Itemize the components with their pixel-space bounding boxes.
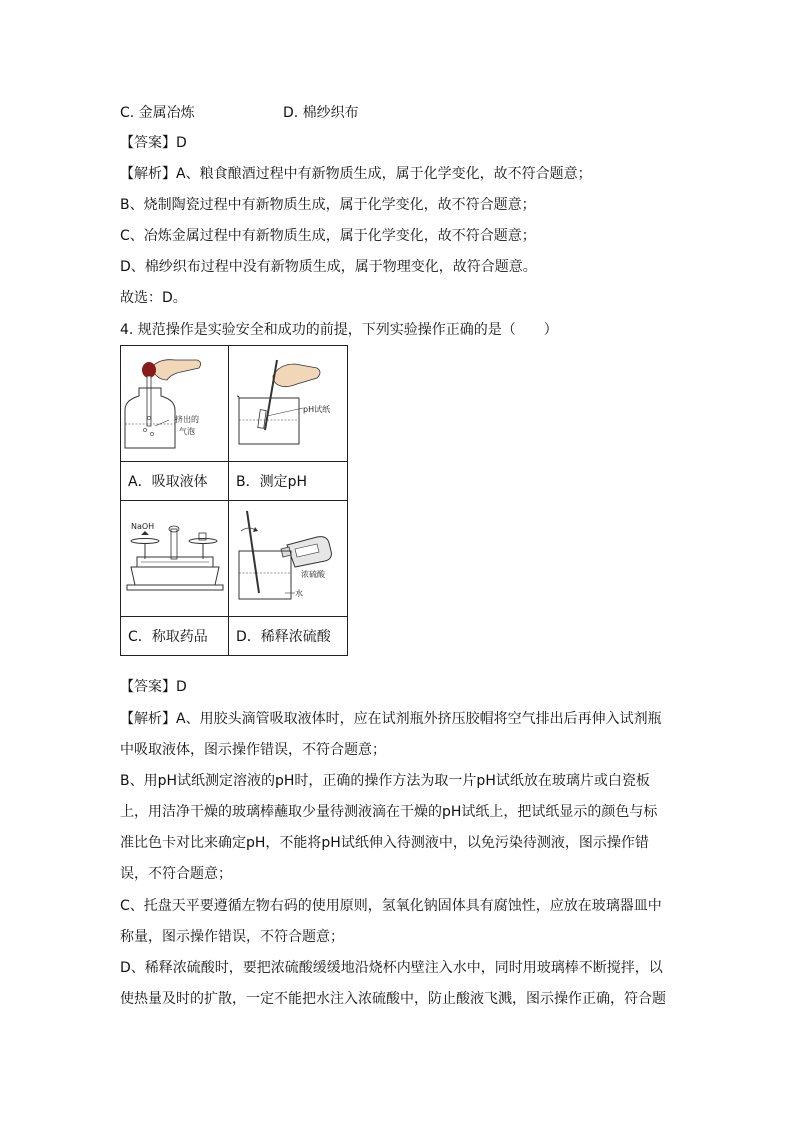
label-bubbles: 挤出的 (175, 415, 199, 424)
q4-answer: 【答案】D (120, 679, 187, 695)
figure-d-dilution (229, 501, 348, 617)
q4-analysis-line: 上，用洁净干燥的玻璃棒蘸取少量待测液滴在干燥的pH试纸上，把试纸显示的颜色与标 (120, 804, 658, 820)
q4-analysis-line: 称量，图示操作错误，不符合题意； (120, 929, 344, 945)
option-c-label: C．称取药品 (121, 617, 229, 656)
q4-analysis-line: B、用pH试纸测定溶液的pH时，正确的操作方法为取一片pH试纸放在玻璃片或白瓷板 (120, 773, 650, 789)
label-bubbles-2: 气泡 (179, 427, 195, 436)
q3-option-c: C. 金属冶炼 (120, 105, 195, 121)
q4-analysis-line: 【解析】A、用胶头滴管吸取液体时，应在试剂瓶外挤压胶帽将空气排出后再伸入试剂瓶 (120, 711, 662, 727)
option-a-label: A．吸取液体 (121, 462, 229, 501)
q4-stem: 4. 规范操作是实验安全和成功的前提，下列实验操作正确的是（ ） (120, 322, 558, 338)
q3-analysis-line: D、棉纱织布过程中没有新物质生成，属于物理变化，故符合题意。 (120, 259, 537, 275)
q3-answer: 【答案】D (120, 135, 187, 151)
figure-b-ph-test (229, 346, 348, 462)
label-acid: 浓硫酸 (301, 570, 325, 579)
option-b-label: B．测定pH (229, 462, 348, 501)
q3-analysis-line: B、烧制陶瓷过程中有新物质生成，属于化学变化，故不符合题意； (120, 197, 536, 213)
q4-analysis-line: 使热量及时的扩散，一定不能把水注入浓硫酸中，防止酸液飞溅，图示操作正确，符合题 (120, 991, 666, 1007)
q3-analysis-line: 【解析】A、粮食酿酒过程中有新物质生成，属于化学变化，故不符合题意； (120, 166, 592, 182)
q3-conclusion: 故选：D。 (120, 290, 187, 306)
q4-analysis-line: C、托盘天平要遵循左物右码的使用原则，氢氧化钠固体具有腐蚀性，应放在玻璃器皿中 (120, 898, 662, 914)
q4-analysis-line: 中吸取液体，图示操作错误，不符合题意； (120, 742, 386, 758)
label-water: 水 (295, 589, 303, 598)
q4-analysis-line: 误，不符合题意； (120, 866, 232, 882)
q3-analysis-line: C、冶炼金属过程中有新物质生成，属于化学变化，故不符合题意； (120, 228, 536, 244)
q4-options-table (120, 345, 348, 656)
label-naoh: NaOH (131, 522, 155, 531)
option-d-label: D．稀释浓硫酸 (229, 617, 348, 656)
q4-analysis-line: 准比色卡对比来确定pH，不能将pH试纸伸入待测液中，以免污染待测液，图示操作错 (120, 835, 649, 851)
figure-a-dropper (121, 346, 229, 462)
figure-c-balance (121, 501, 229, 617)
label-ph-paper: pH试纸 (303, 405, 331, 414)
q4-analysis-line: D、稀释浓硫酸时，要把浓硫酸缓缓地沿烧杯内壁注入水中，同时用玻璃棒不断搅拌，以 (120, 960, 663, 976)
q3-option-d: D. 棉纱织布 (283, 105, 359, 121)
